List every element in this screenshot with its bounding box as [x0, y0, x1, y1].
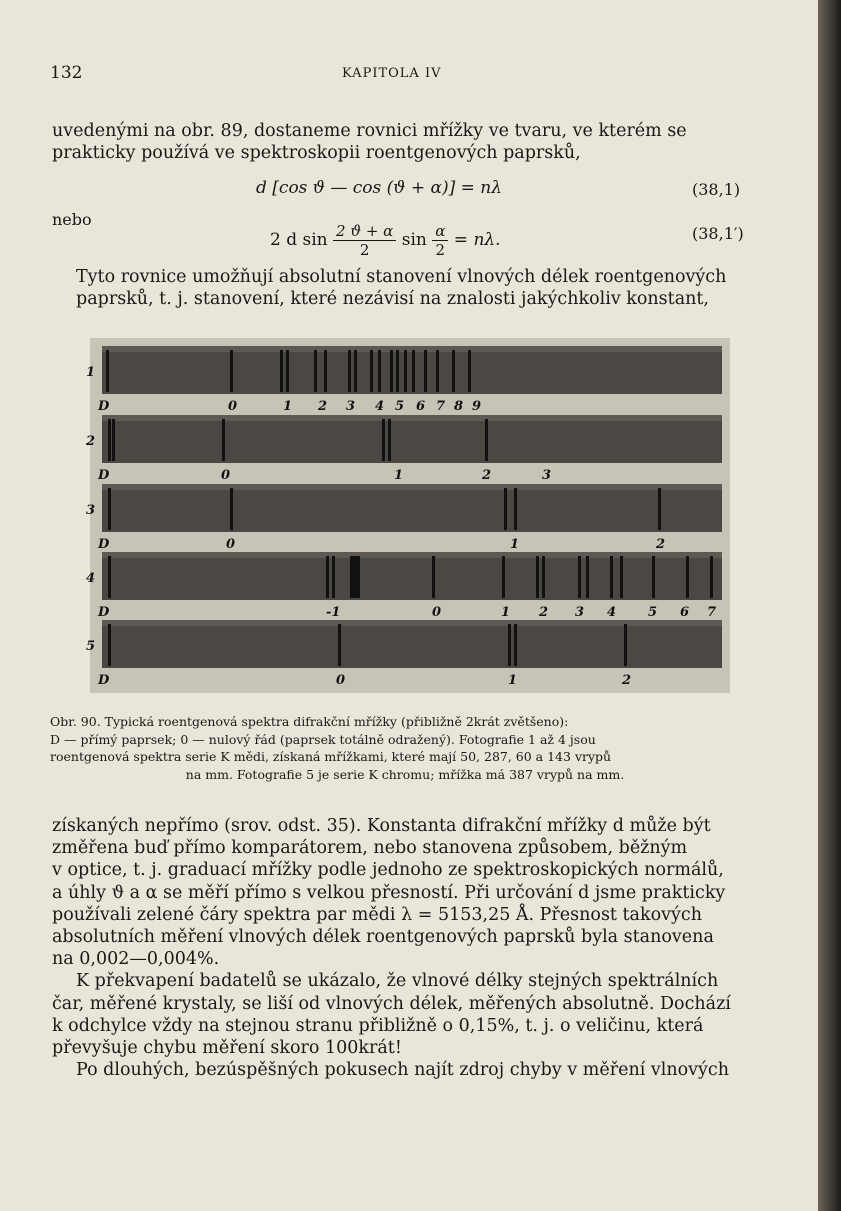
order-label: 1: [508, 673, 518, 688]
eq-prefix: 2 d sin: [270, 230, 328, 250]
caption-line: D — přímý paprsek; 0 — nulový řád (paprsek totálně odražený). Fotografie 1 až 4 jsou: [50, 731, 596, 747]
order-label: 2: [656, 537, 666, 552]
spectral-line: [404, 350, 407, 392]
page-edge-shadow: [818, 0, 841, 1211]
spectral-line: [350, 556, 360, 598]
order-label: 2: [482, 468, 492, 483]
spectral-line: [610, 556, 613, 598]
order-label: D: [98, 468, 110, 483]
order-label: 0: [336, 673, 346, 688]
order-label: 3: [346, 399, 356, 414]
fraction-1: [333, 222, 396, 259]
spectral-line: [468, 350, 471, 392]
text-line: paprsků, t. j. stanovení, které nezávisí na znalosti jakýchkoliv konstant,: [76, 289, 709, 309]
spectral-line: [222, 419, 225, 461]
eq-mid: sin: [401, 230, 427, 250]
text-line: a úhly ϑ a α se měří přímo s velkou přesností. Při určování d jsme prakticky: [52, 882, 726, 903]
spectral-line: [388, 419, 391, 461]
strip-number: 1: [86, 365, 96, 380]
spectral-line: [326, 556, 329, 598]
spectral-line: [230, 350, 233, 392]
spectral-line: [658, 488, 661, 530]
text-line: získaných nepřímo (srov. odst. 35). Konstanta difrakční mřížky d může být: [52, 816, 711, 836]
order-label: 5: [648, 605, 658, 620]
strip-highlight: [102, 484, 722, 490]
spectral-line: [432, 556, 435, 598]
spectral-line: [354, 350, 357, 392]
order-label: 2: [622, 673, 632, 688]
text-line: absolutních měření vlnových délek roentgenových paprsků byla stanovena: [52, 927, 714, 948]
order-label: 1: [510, 537, 520, 552]
order-label: 1: [283, 399, 293, 414]
order-label: 5: [395, 399, 405, 414]
spectral-line: [108, 488, 111, 530]
order-label: -1: [326, 605, 341, 620]
strip-number: 2: [86, 434, 96, 449]
spectral-line: [504, 488, 507, 530]
spectral-line: [370, 350, 373, 392]
chapter-title: KAPITOLA IV: [342, 66, 442, 81]
order-label: 0: [226, 537, 236, 552]
spectrum-strip: [102, 484, 722, 532]
order-label: D: [98, 605, 110, 620]
order-label: 0: [228, 399, 238, 414]
order-label: 8: [454, 399, 464, 414]
spectral-line: [378, 350, 381, 392]
nebo-label: nebo: [52, 210, 92, 229]
text-line: převyšuje chybu měření skoro 100krát!: [52, 1038, 402, 1059]
order-label: 6: [680, 605, 690, 620]
order-label: 4: [375, 399, 385, 414]
order-label: 2: [539, 605, 549, 620]
text-line: v optice, t. j. graduací mřížky podle jednoho ze spektroskopických normálů,: [52, 860, 724, 881]
order-label: 2: [318, 399, 328, 414]
order-label: D: [98, 537, 110, 552]
spectral-line: [348, 350, 351, 392]
order-label: 4: [607, 605, 617, 620]
spectral-line: [108, 624, 111, 666]
text-line: k odchylce vždy na stejnou stranu přibližně o 0,15%, t. j. o veličinu, která: [52, 1015, 704, 1036]
strip-highlight: [102, 620, 722, 626]
equation-number: (38,1): [692, 180, 741, 199]
equation-number: (38,1′): [692, 224, 744, 243]
spectral-line: [514, 624, 517, 666]
spectral-line: [324, 350, 327, 392]
text-line: na 0,002—0,004%.: [52, 949, 220, 970]
spectral-line: [514, 488, 517, 530]
spectral-line: [106, 350, 109, 392]
spectral-line: [286, 350, 289, 392]
order-label: 9: [472, 399, 482, 414]
spectral-line: [508, 624, 511, 666]
order-label: 1: [394, 468, 404, 483]
figure-caption: [50, 713, 760, 783]
strip-highlight: [102, 552, 722, 558]
frac-top: α: [432, 222, 448, 241]
equation-38-1-prime: [270, 222, 501, 259]
text-line: změřena buď přímo komparátorem, nebo stanovena způsobem, běžným: [52, 838, 688, 859]
spectral-line: [436, 350, 439, 392]
spectra-figure: [86, 338, 730, 693]
order-label: 7: [436, 399, 446, 414]
order-label: 0: [221, 468, 231, 483]
spectral-line: [314, 350, 317, 392]
paragraph-1: [52, 120, 752, 164]
spectral-line: [332, 556, 335, 598]
spectral-line: [686, 556, 689, 598]
spectral-line: [578, 556, 581, 598]
text-line: K překvapení badatelů se ukázalo, že vlnové délky stejných spektrálních: [76, 971, 719, 992]
paragraph-2: [76, 266, 752, 310]
strip-highlight: [102, 415, 722, 421]
spectrum-strip: [102, 552, 722, 600]
eq-suffix: = nλ.: [453, 230, 501, 250]
spectral-line: [382, 419, 385, 461]
spectral-line: [502, 556, 505, 598]
spectral-line: [710, 556, 713, 598]
frac-bottom: 2: [359, 241, 370, 259]
spectral-line: [108, 419, 111, 461]
spectrum-strip: [102, 620, 722, 668]
order-label: 7: [707, 605, 717, 620]
order-label: D: [98, 673, 110, 688]
spectral-line: [230, 488, 233, 530]
spectral-line: [485, 419, 488, 461]
strip-number: 5: [86, 639, 96, 654]
equation-38-1: d [cos ϑ — cos (ϑ + α)] = nλ: [256, 178, 503, 198]
spectral-line: [396, 350, 399, 392]
spectral-line: [112, 419, 115, 461]
spectral-line: [338, 624, 341, 666]
strip-number: 3: [86, 503, 96, 518]
caption-line: na mm. Fotografie 5 je serie K chromu; mřížka má 387 vrypů na mm.: [185, 766, 625, 782]
spectral-line: [108, 556, 111, 598]
caption-line: Obr. 90. Typická roentgenová spektra difrakční mřížky (přibližně 2krát zvětšeno):: [50, 714, 569, 729]
frac-bottom: 2: [435, 241, 446, 259]
spectral-line: [452, 350, 455, 392]
order-label: 3: [542, 468, 552, 483]
caption-line: roentgenová spektra serie K mědi, získaná mřížkami, které mají 50, 287, 60 a 143 vrypů: [50, 749, 612, 764]
spectral-line: [620, 556, 623, 598]
order-label: 6: [416, 399, 426, 414]
strip-number: 4: [86, 571, 96, 586]
order-label: 1: [501, 605, 511, 620]
order-label: 0: [432, 605, 442, 620]
text-line: prakticky používá ve spektroskopii roentgenových paprsků,: [52, 143, 581, 163]
spectral-line: [652, 556, 655, 598]
text-line: uvedenými na obr. 89, dostaneme rovnici mřížky ve tvaru, ve kterém se: [52, 121, 687, 141]
spectral-line: [586, 556, 589, 598]
spectral-line: [624, 624, 627, 666]
text-line: čar, měřené krystaly, se liší od vlnových délek, měřených absolutně. Dochází: [52, 993, 731, 1014]
spectral-line: [424, 350, 427, 392]
spectral-line: [390, 350, 393, 392]
text-line: používali zelené čáry spektra par mědi λ = 5153,25 Å. Přesnost takových: [52, 904, 702, 925]
frac-top: 2 ϑ + α: [333, 222, 396, 241]
spectral-line: [280, 350, 283, 392]
order-label: D: [98, 399, 110, 414]
text-line: Po dlouhých, bezúspěšných pokusech najít zdroj chyby v měření vlnových: [76, 1060, 730, 1081]
spectral-line: [536, 556, 539, 598]
spectral-line: [542, 556, 545, 598]
spectral-line: [412, 350, 415, 392]
spectrum-strip: [102, 415, 722, 463]
fraction-2: [432, 222, 448, 259]
order-label: 3: [575, 605, 585, 620]
page-number: 132: [50, 63, 83, 83]
text-line: Tyto rovnice umožňují absolutní stanovení vlnových délek roentgenových: [76, 267, 727, 287]
paragraph-3: [52, 815, 752, 1081]
